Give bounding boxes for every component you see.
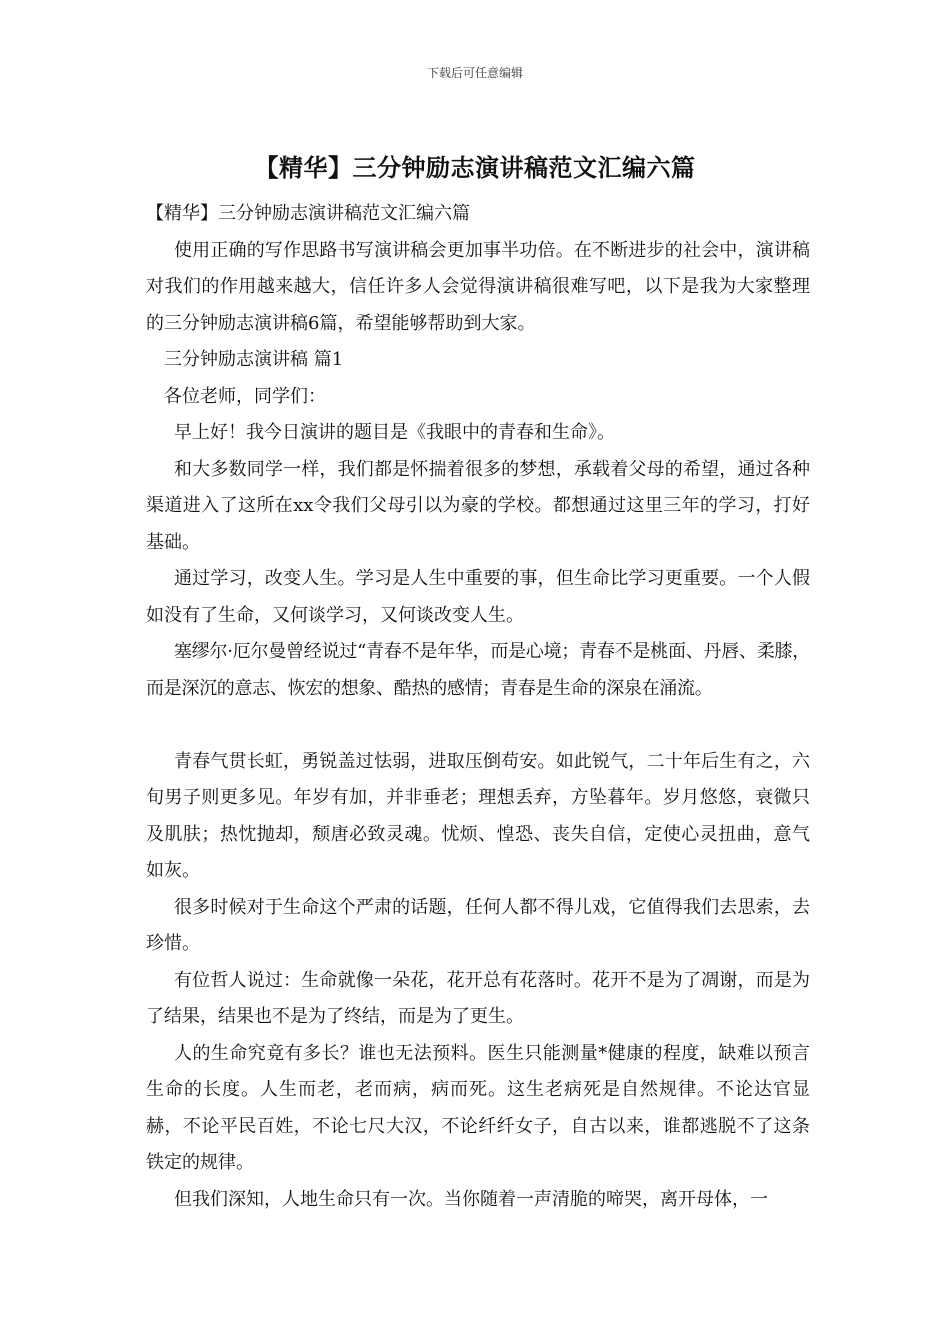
paragraph: 和大多数同学一样，我们都是怀揣着很多的梦想，承载着父母的希望，通过各种渠道进入了这所在xx令我们父母引以为豪的学校。都想通过这里三年的学习，打好基础。 xyxy=(146,458,810,553)
paragraph: 很多时候对于生命这个严肃的话题，任何人都不得儿戏，它值得我们去思索，去珍惜。 xyxy=(146,896,810,954)
paragraph-quote: 塞缪尔·厄尔曼曾经说过“青春不是年华，而是心境；青春不是桃面、丹唇、柔膝，而是深沉的意志、恢宏的想象、酷热的感情；青春是生命的深泉在涌流。 xyxy=(146,641,810,699)
document-title: 【精华】三分钟励志演讲稿范文汇编六篇 xyxy=(254,153,696,182)
paragraph-opening: 早上好！我今日演讲的题目是《我眼中的青春和生命》。 xyxy=(174,422,615,443)
paragraph: 有位哲人说过：生命就像一朵花，花开总有花落时。花开不是为了凋谢，而是为了结果，结果也不是为了终结，而是为了更生。 xyxy=(146,969,810,1027)
paragraph-subtitle: 【精华】三分钟励志演讲稿范文汇编六篇 xyxy=(146,203,470,224)
section-heading: 三分钟励志演讲稿 篇1 xyxy=(164,349,344,370)
paragraph: 但我们深知，人地生命只有一次。当你随着一声清脆的啼哭，离开母体，一 xyxy=(174,1188,768,1210)
blank-line xyxy=(146,707,810,744)
paragraph-intro: 使用正确的写作思路书写演讲稿会更加事半功倍。在不断进步的社会中，演讲稿对我们的作用越来越大，信任许多人会觉得演讲稿很难写吧，以下是我为大家整理的三分钟励志演讲稿6篇，希望能够帮助到大家。 xyxy=(146,239,810,334)
paragraph: 人的生命究竟有多长？谁也无法预料。医生只能测量*健康的程度，缺难以预言生命的长度。人生而老，老而病，病而死。这生老病死是自然规律。不论达官显赫，不论平民百姓，不论七尺大汉，不论纤纤女子，自古以来，谁都逃脱不了这条铁定的规律。 xyxy=(146,1042,810,1173)
paragraph: 通过学习，改变人生。学习是人生中重要的事，但生命比学习更重要。一个人假如没有了生命，又何谈学习，又何谈改变人生。 xyxy=(146,568,810,626)
document-body xyxy=(146,196,810,1218)
paragraph-greeting: 各位老师，同学们： xyxy=(164,385,326,407)
paragraph: 青春气贯长虹，勇锐盖过怯弱，进取压倒苟安。如此锐气，二十年后生有之，六旬男子则更多见。年岁有加，并非垂老；理想丢弃，方坠暮年。岁月悠悠，衰微只及肌肤；热忱抛却，颓唐必致灵魂。忧烦、惶恐、丧失自信，定使心灵扭曲，意气如灰。 xyxy=(146,750,810,881)
header-note: 下载后可任意编辑 xyxy=(426,66,523,80)
